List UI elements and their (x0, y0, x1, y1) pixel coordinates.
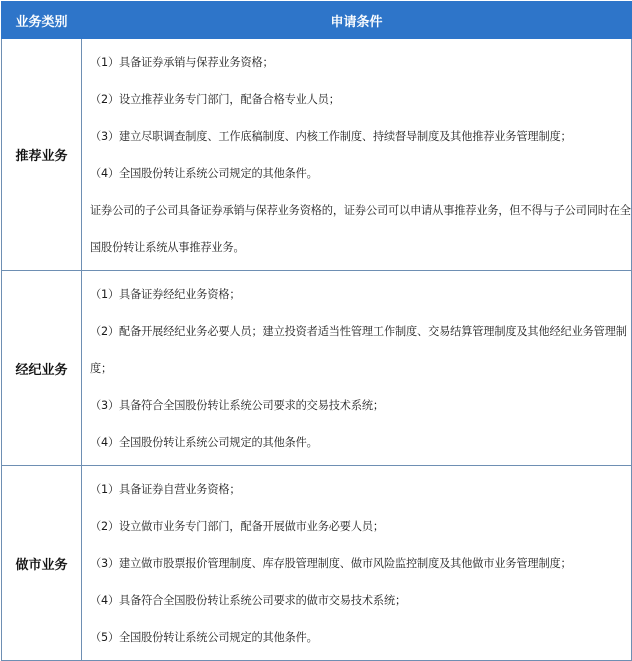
conditions-market-making (82, 466, 632, 661)
table-row-recommendation (2, 39, 632, 271)
header-conditions: 申请条件 (82, 2, 632, 39)
condition-item: （1）具备证券承销与保荐业务资格； (90, 56, 274, 69)
condition-item: （4）全国股份转让系统公司规定的其他条件。 (90, 167, 318, 180)
condition-note: 证券公司的子公司具备证券承销与保荐业务资格的，证券公司可以申请从事推荐业务，但不得与子公司同时在全国股份转让系统从事推荐业务。 (90, 204, 631, 254)
conditions-brokerage (82, 271, 632, 466)
conditions-recommendation (82, 39, 632, 271)
condition-item: （3）具备符合全国股份转让系统公司要求的交易技术系统； (90, 399, 384, 412)
condition-item: （3）建立尽职调查制度、工作底稿制度、内核工作制度、持续督导制度及其他推荐业务管理制度； (90, 130, 572, 143)
header-category: 业务类别 (2, 2, 82, 39)
condition-item: （1）具备证券经纪业务资格； (90, 288, 241, 301)
condition-item: （2）设立做市业务专门部门，配备开展做市业务必要人员； (90, 520, 384, 533)
condition-item: （2）配备开展经纪业务必要人员；建立投资者适当性管理工作制度、交易结算管理制度及其他经纪业务管理制度； (90, 325, 627, 375)
table-header-row (2, 2, 632, 39)
table-row-market-making (2, 466, 632, 661)
category-market-making: 做市业务 (2, 466, 82, 661)
requirements-table (1, 1, 632, 661)
requirements-table-container (1, 1, 631, 661)
condition-item: （4）具备符合全国股份转让系统公司要求的做市交易技术系统； (90, 594, 407, 607)
condition-item: （5）全国股份转让系统公司规定的其他条件。 (90, 631, 318, 644)
condition-item: （3）建立做市股票报价管理制度、库存股管理制度、做市风险监控制度及其他做市业务管理制度； (90, 557, 572, 570)
condition-item: （2）设立推荐业务专门部门，配备合格专业人员； (90, 93, 340, 106)
category-brokerage: 经纪业务 (2, 271, 82, 466)
condition-item: （4）全国股份转让系统公司规定的其他条件。 (90, 436, 318, 449)
table-row-brokerage (2, 271, 632, 466)
category-recommendation: 推荐业务 (2, 39, 82, 271)
condition-item: （1）具备证券自营业务资格； (90, 483, 241, 496)
